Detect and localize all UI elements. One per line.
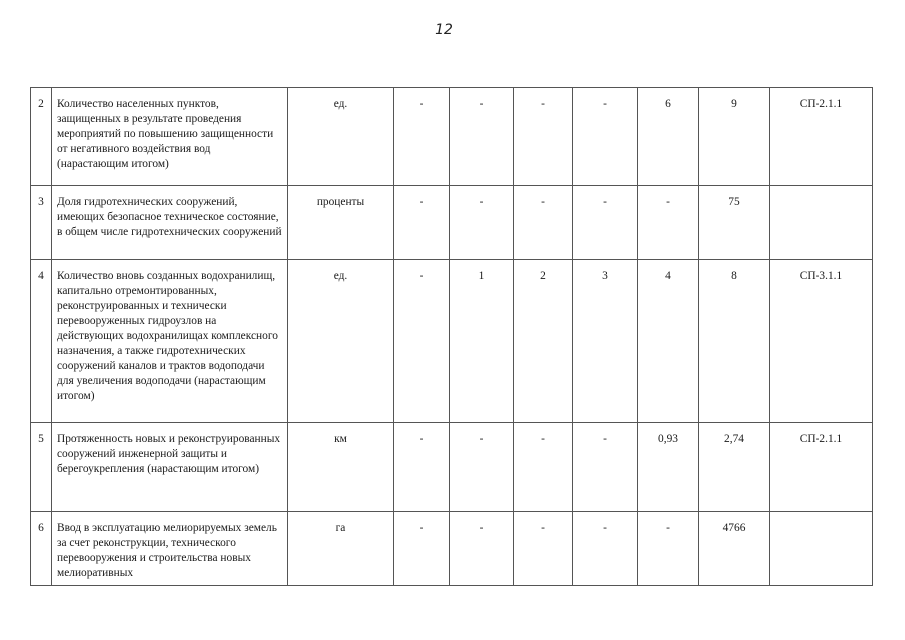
indicators-table [30,87,873,586]
code-cell [770,186,873,260]
value-cell: - [394,512,450,586]
code-cell: СП-2.1.1 [770,423,873,512]
value-cell: 4 [638,260,699,423]
value-cell: 0,93 [638,423,699,512]
unit-cell: км [288,423,394,512]
value-cell: - [394,186,450,260]
unit-cell: ед. [288,260,394,423]
indicator-description: Количество населенных пунктов, защищенных в результате проведения мероприятий по повышению защищенности от негативного воздействия вод (нарастающим итогом) [52,88,288,186]
value-cell: 6 [638,88,699,186]
table-row [31,423,873,512]
value-cell: 2 [514,260,573,423]
value-cell: 75 [699,186,770,260]
value-cell: - [638,186,699,260]
value-cell: - [450,512,514,586]
table-row [31,260,873,423]
value-cell: - [514,423,573,512]
value-cell: - [573,88,638,186]
value-cell: - [514,512,573,586]
row-number: 5 [31,423,52,512]
table-row [31,88,873,186]
value-cell: - [450,186,514,260]
indicator-description: Доля гидротехнических сооружений, имеющих безопасное техническое состояние, в общем числе гидротехнических сооружений [52,186,288,260]
value-cell: 1 [450,260,514,423]
table-row [31,512,873,586]
unit-cell: ед. [288,88,394,186]
value-cell: - [573,512,638,586]
row-number: 6 [31,512,52,586]
value-cell: 9 [699,88,770,186]
value-cell: - [573,423,638,512]
indicator-description: Протяженность новых и реконструированных сооружений инженерной защиты и берегоукрепления (нарастающим итогом) [52,423,288,512]
value-cell: - [638,512,699,586]
unit-cell: га [288,512,394,586]
value-cell: - [450,423,514,512]
value-cell: 2,74 [699,423,770,512]
value-cell: 8 [699,260,770,423]
value-cell: 4766 [699,512,770,586]
indicator-description: Ввод в эксплуатацию мелиорируемых земель за счет реконструкции, технического перевооружения и строительства новых мелиоративных [52,512,288,586]
value-cell: - [394,88,450,186]
row-number: 2 [31,88,52,186]
value-cell: - [394,423,450,512]
code-cell: СП-3.1.1 [770,260,873,423]
unit-cell: проценты [288,186,394,260]
value-cell: - [573,186,638,260]
code-cell [770,512,873,586]
value-cell: 3 [573,260,638,423]
indicator-description: Количество вновь созданных водохранилищ, капитально отремонтированных, реконструированных и технически перевооруженных гидроузлов на действующих водохранилищах комплексного назначения, а также гидротехнических сооружений каналов и трактов водоподачи для увеличения водоподачи (нарастающим итогом) [52,260,288,423]
page-number: 12 [435,22,453,38]
table-row [31,186,873,260]
value-cell: - [450,88,514,186]
code-cell: СП-2.1.1 [770,88,873,186]
value-cell: - [514,186,573,260]
value-cell: - [514,88,573,186]
value-cell: - [394,260,450,423]
row-number: 3 [31,186,52,260]
row-number: 4 [31,260,52,423]
